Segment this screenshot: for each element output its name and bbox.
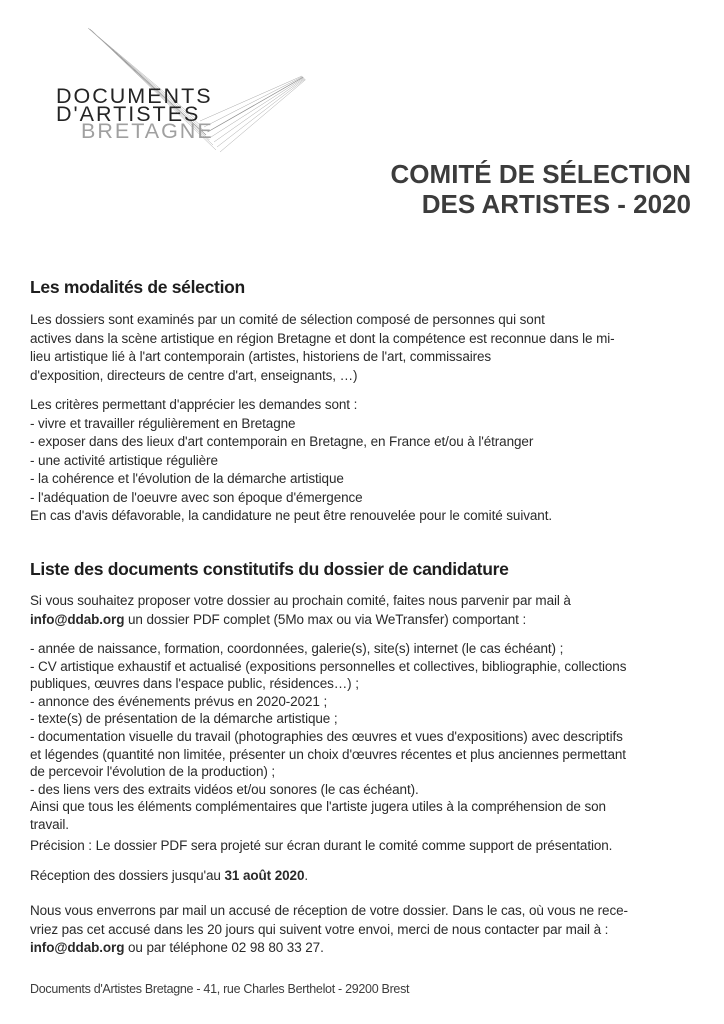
footer-address: Documents d'Artistes Bretagne - 41, rue Charles Berthelot - 29200 Brest: [30, 982, 410, 996]
page-title: [391, 159, 691, 219]
logo-text-bretagne: BRETAGNE: [81, 119, 214, 143]
documents-intro-paragraph: [30, 592, 571, 629]
page-title-line1: COMITÉ DE SÉLECTION: [390, 159, 691, 189]
document-item: - annonce des événements prévus en 2020-2021 ;: [30, 693, 328, 709]
logo-text-dartistes: D'ARTISTES: [56, 101, 201, 126]
text-line: [30, 939, 628, 958]
text-line: Nous vous enverrons par mail un accusé de réception de votre dossier. Dans le cas, où vous ne rece-: [30, 903, 628, 918]
criteria-item: - l'adéquation de l'oeuvre avec son époque d'émergence: [30, 489, 363, 505]
criteria-item: - vivre et travailler régulièrement en Bretagne: [30, 415, 296, 431]
reception-deadline: [30, 867, 308, 886]
document-item: - des liens vers des extraits vidéos et/ou sonores (le cas échéant).: [30, 781, 419, 797]
acknowledgement-paragraph: [30, 902, 628, 958]
dab-logo: [0, 0, 340, 180]
document-item: - CV artistique exhaustif et actualisé (expositions personnelles et collectives, bibliographie, collections: [30, 658, 627, 674]
text-segment: Réception des dossiers jusqu'au: [30, 868, 225, 883]
logo-text-documents: DOCUMENTS: [56, 84, 213, 108]
document-item: Ainsi que tous les éléments complémentaires que l'artiste jugera utiles à la compréhension de son: [30, 799, 606, 815]
text-line: Les critères permettant d'apprécier les demandes sont :: [30, 397, 358, 412]
text-line: actives dans la scène artistique en région Bretagne et dont la compétence est reconnue dans le mi-: [30, 330, 615, 346]
document-item: travail.: [30, 816, 69, 832]
unfavorable-note: En cas d'avis défavorable, la candidature ne peut être renouvelée pour le comité suivant.: [30, 508, 553, 523]
criteria-item: - exposer dans des lieux d'art contemporain en Bretagne, en France et/ou à l'étranger: [30, 434, 534, 449]
text-line: Les dossiers sont examinés par un comité de sélection composé de personnes qui sont: [30, 312, 545, 327]
email-info-ddab: info@ddab.org: [30, 940, 125, 955]
deadline-date: 31 août 2020: [224, 868, 305, 883]
modalites-criteria-list: [30, 396, 533, 507]
document-item: - documentation visuelle du travail (photographies des œuvres et vues d'expositions) avec descriptifs: [30, 728, 623, 744]
text-line: lieu artistique lié à l'art contemporain (artistes, historiens de l'art, commissaires: [30, 349, 492, 364]
document-item: - année de naissance, formation, coordonnées, galerie(s), site(s) internet (le cas échéant) ;: [30, 641, 564, 656]
phone-number-text: ou par téléphone 02 98 80 33 27.: [124, 940, 324, 955]
text-segment: .: [304, 868, 309, 883]
text-line: [30, 611, 571, 630]
modalites-intro-paragraph: [30, 311, 615, 385]
page-title-line2: DES ARTISTES - 2020: [421, 189, 691, 220]
text-line: vriez pas cet accusé dans les 20 jours qui suivent votre envoi, merci de nous contacter par mail à :: [30, 921, 609, 937]
precision-note: Précision : Le dossier PDF sera projeté sur écran durant le comité comme support de présentation.: [30, 838, 613, 853]
document-item: - texte(s) de présentation de la démarche artistique ;: [30, 711, 338, 727]
documents-items-list: [30, 640, 626, 834]
criteria-item: - une activité artistique régulière: [30, 452, 218, 468]
document-item: de percevoir l'évolution de la production) ;: [30, 764, 276, 780]
text-segment: un dossier PDF complet (5Mo max ou via WeTransfer) comportant :: [124, 611, 527, 627]
criteria-item: - la cohérence et l'évolution de la démarche artistique: [30, 471, 344, 486]
section-heading-modalites: Les modalités de sélection: [30, 277, 245, 297]
text-line: d'exposition, directeurs de centre d'art, enseignants, …): [30, 367, 358, 383]
section-heading-documents: Liste des documents constitutifs du dossier de candidature: [30, 559, 509, 579]
text-line: Si vous souhaitez proposer votre dossier au prochain comité, faites nous parvenir par mail à: [30, 593, 571, 608]
email-info-ddab: info@ddab.org: [30, 611, 125, 627]
document-item: et légendes (quantité non limitée, présenter un choix d'œuvres récentes et plus anciennes permettant: [30, 746, 626, 762]
document-item: publiques, œuvres dans l'espace public, résidences…) ;: [30, 676, 359, 692]
